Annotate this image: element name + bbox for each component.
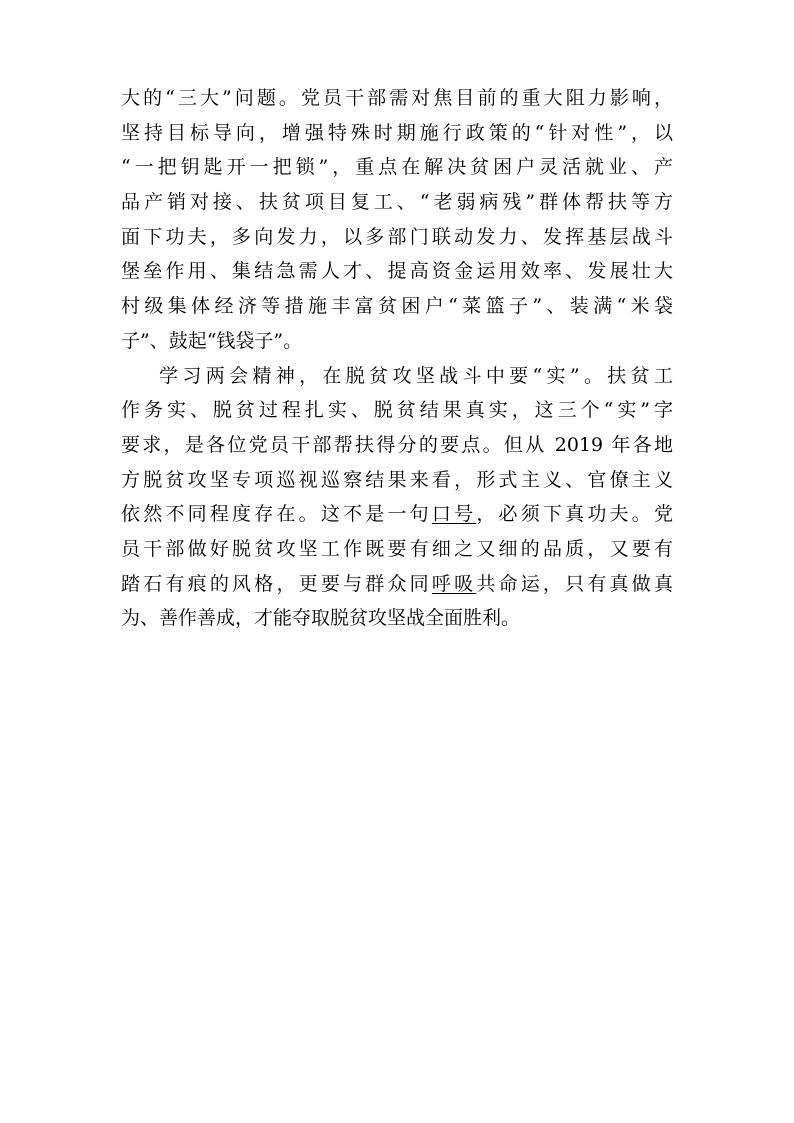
- text-line: [121, 497, 673, 532]
- text-line: 要求，是各位党员干部帮扶得分的要点。但从 2019 年各地: [121, 433, 673, 456]
- text-segment: 共命运，只有真做真: [476, 572, 673, 595]
- text-line: 坚持目标导向，增强特殊时期施行政策的“针对性”，以: [121, 121, 673, 144]
- underlined-word: 口号: [431, 503, 477, 526]
- text-line: 大的“三大”问题。党员干部需对焦目前的重大阻力影响，: [121, 87, 673, 109]
- text-line: 作务实、脱贫过程扎实、脱贫结果真实，这三个“实”字: [121, 399, 673, 422]
- text-line: 学习两会精神，在脱贫攻坚战斗中要“实”。扶贫工: [159, 364, 673, 387]
- body-text: [121, 81, 673, 636]
- text-line: 品产销对接、扶贫项目复工、“老弱病残”群体帮扶等方: [121, 191, 673, 214]
- text-line: [121, 567, 673, 602]
- paragraph-1: [121, 81, 673, 359]
- text-line: 员干部做好脱贫攻坚工作既要有细之又细的品质，又要有: [121, 537, 673, 560]
- text-line: 方脱贫攻坚专项巡视巡察结果来看，形式主义、官僚主义: [121, 468, 673, 491]
- text-line: 堡垒作用、集结急需人才、提高资金运用效率、发展壮大: [121, 260, 673, 283]
- paragraph-2: [121, 359, 673, 637]
- text-line: 村级集体经济等措施丰富贫困户“菜篮子”、装满“米袋: [121, 295, 673, 318]
- text-line: 面下功夫，多向发力，以多部门联动发力、发挥基层战斗: [121, 225, 673, 248]
- text-line: 为、善作善成，才能夺取脱贫攻坚战全面胜利。: [121, 607, 521, 630]
- text-segment: 依然不同程度存在。这不是一句: [121, 503, 432, 526]
- text-line: “一把钥匙开一把锁”，重点在解决贫困户灵活就业、产: [121, 156, 673, 179]
- text-line: 子”、鼓起“钱袋子”。: [121, 329, 303, 352]
- underlined-word: 呼吸: [431, 572, 477, 595]
- text-segment: ，必须下真功夫。党: [476, 503, 673, 526]
- text-segment: 踏石有痕的风格，更要与群众同: [121, 572, 432, 595]
